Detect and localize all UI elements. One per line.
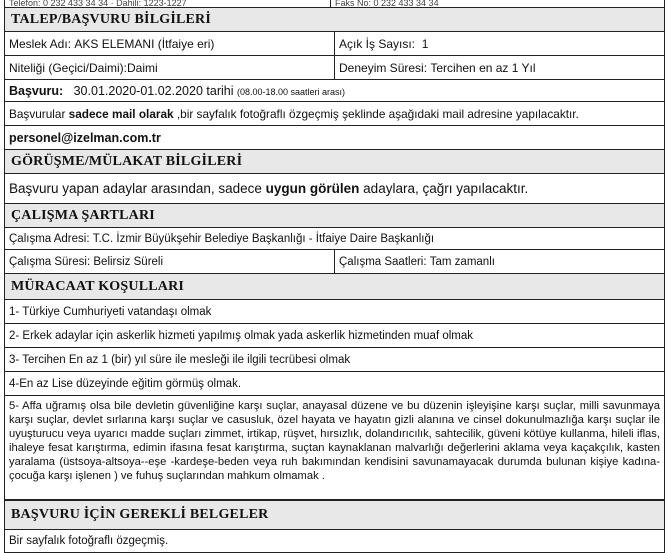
openings-value: 1 (421, 36, 429, 51)
requirements-header-title: MÜRACAAT KOŞULLARI (11, 278, 185, 294)
experience-label: Deneyim Süresi: (339, 60, 428, 75)
email-row (5, 126, 664, 150)
documents-header-title: BAŞVURU İÇİN GEREKLİ BELGELER (11, 507, 269, 522)
requirement-item (5, 300, 664, 324)
experience-value: Tercihen en az 1 Yıl (430, 60, 536, 75)
job-cell (5, 32, 335, 55)
phone-text: Telefon: 0 232 433 34 34 · Dahili: 1223-1227 (9, 0, 187, 8)
interview-row (5, 174, 664, 204)
requirement-text: 4-En az Lise düzeyinde eğitim görmüş olmak. (9, 377, 242, 390)
application-header-title: TALEP/BAŞVURU BİLGİLERİ (11, 11, 211, 27)
requirement-text: 1- Türkiye Cumhuriyeti vatandaşı olmak (9, 305, 212, 318)
mail-instructions-row (5, 102, 664, 126)
application-header (5, 8, 664, 32)
dates-row (5, 80, 664, 102)
interview-text-2: adaylara, çağrı yapılacaktır. (359, 181, 529, 196)
requirements-header (5, 274, 664, 300)
requirement-text: 2- Erkek adaylar için askerlik hizmeti yapılmış olmak yada askerlik hizmetinden muaf olmak (9, 329, 474, 342)
dates-label: Başvuru: (9, 83, 64, 98)
mail-text-1: Başvurular (9, 106, 69, 121)
conditions-header-title: ÇALIŞMA ŞARTLARI (11, 207, 155, 223)
duration-cell (5, 250, 335, 273)
hours-cell (335, 250, 664, 273)
experience-cell (335, 56, 664, 79)
interview-header-title: GÖRÜŞME/MÜLAKAT BİLGİLERİ (11, 153, 243, 169)
address-label: Çalışma Adresi: (9, 232, 90, 245)
requirement-item (5, 324, 664, 348)
hours-value: Tam zamanlı (429, 255, 495, 268)
fax-text: Faks No: 0 232 433 34 34 (335, 0, 439, 8)
address-value: T.C. İzmir Büyükşehir Belediye Başkanlığı - İtfaiye Daire Başkanlığı (92, 232, 435, 245)
documents-row (5, 530, 664, 553)
duration-label: Çalışma Süresi: (9, 255, 91, 268)
job-row (5, 32, 664, 56)
job-label: Meslek Adı: (9, 36, 72, 51)
hours-label: Çalışma Saatleri: (339, 255, 427, 268)
duration-row (5, 250, 664, 274)
mail-text-2: ,bir sayfalık fotoğraflı özgeçmiş şeklinde aşağıdaki mail adresine yapılacaktır. (173, 106, 579, 121)
conditions-header (5, 204, 664, 228)
openings-label: Açık İş Sayısı: (339, 36, 416, 51)
interview-text-bold: uygun görülen (265, 181, 360, 196)
mail-text-bold: sadece mail olarak (68, 106, 174, 121)
nature-row (5, 56, 664, 80)
nature-value: Daimi (127, 60, 158, 75)
email-link[interactable]: personel@izelman.com.tr (9, 130, 161, 145)
documents-item: Bir sayfalık fotoğraflı özgeçmiş. (9, 535, 169, 547)
requirement-item (5, 348, 664, 372)
nature-label: Niteliği (Geçici/Daimi): (9, 60, 128, 75)
dates-value: 30.01.2020-01.02.2020 (73, 83, 203, 98)
requirement-item (5, 396, 664, 500)
dates-suffix: tarihi (206, 83, 234, 98)
requirement-item (5, 372, 664, 396)
interview-header (5, 150, 664, 174)
documents-header (5, 500, 664, 530)
job-posting-form (4, 0, 665, 553)
openings-cell (335, 32, 664, 55)
requirement-text: 3- Tercihen En az 1 (bir) yıl süre ile mesleği ile ilgili tecrübesi olmak (9, 353, 351, 366)
contact-row (5, 0, 664, 8)
nature-cell (5, 56, 335, 79)
job-value: AKS ELEMANI (İtfaiye eri) (74, 36, 215, 51)
dates-hours: (08.00-18.00 saatleri arası) (236, 86, 346, 97)
duration-value: Belirsiz Süreli (93, 255, 164, 268)
requirement-text: 5- Affa uğramış olsa bile devletin güvenliğine karşı suçlar, anayasal düzene ve bu düzenin işleyişine karşı suçlar, milli savunmaya karşı suçlar, devlet sırlarına karşı suçlar ve casusluk, özel hayata ve hayatın gizli alanına ve cinsel dokunulmazlığa karşı suçlar ile uyuşturucu veya uyarıcı madde suçları zimmet, irtikap, rüşvet, hırsızlık, dolandırıcılık, sahtecilik, güveni kötüye kullanma, hileli iflas, ihaleye fesat karıştırma, edimin ifasına fesat karıştırma, suçtan kaynaklanan malvarlığı değerlerini aklama veya kaçakçılık, kasten yaralama (üstsoya-altsoya--eşe -kardeşe-beden veya ruh bakımından kendisini savunamayacak durumda bulunan kişiye kadına- çocuğa karşı işlenen ) ve fuhuş suçlarından mahkum olmamak . (9, 400, 660, 482)
interview-text-1: Başvuru yapan adaylar arasından, sadece (9, 181, 266, 196)
address-row (5, 228, 664, 250)
